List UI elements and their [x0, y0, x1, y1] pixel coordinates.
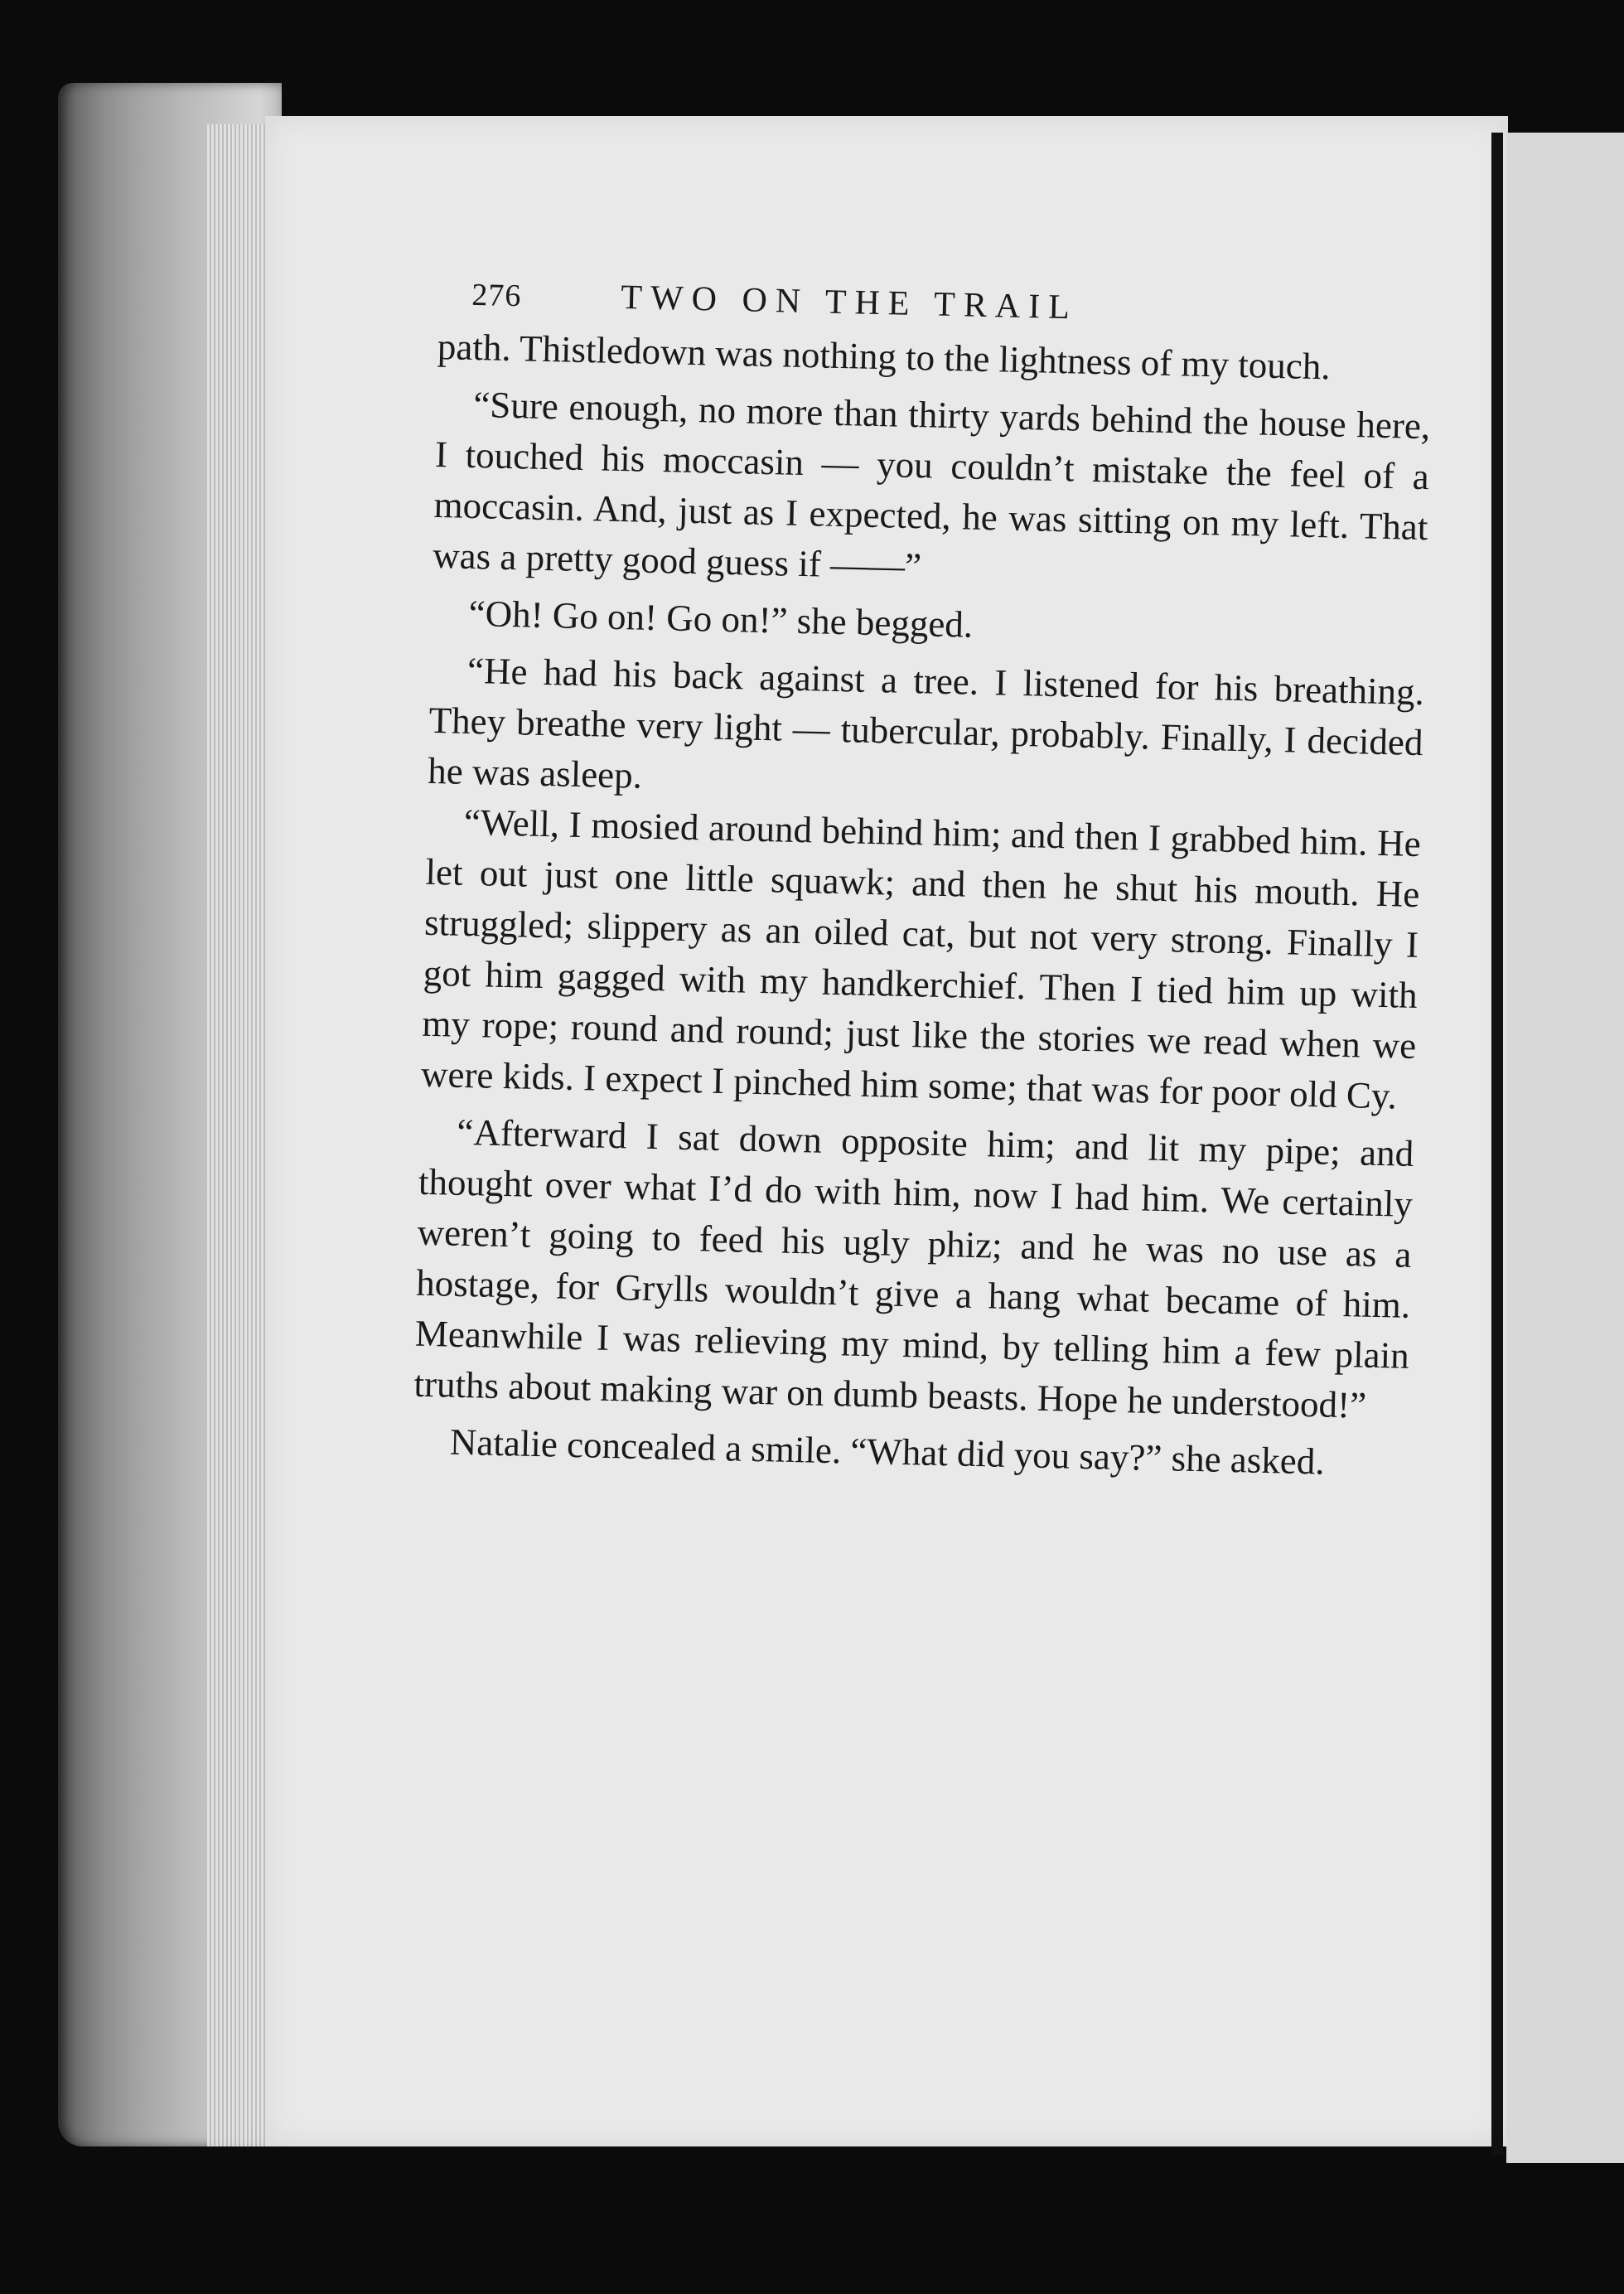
facing-page-edge [1506, 133, 1624, 2163]
page-edge-lines [207, 124, 273, 2146]
paragraph: “Afterward I sat down opposite him; and lit my pipe; and thought over what I’d do with him, now I had him. We certainly weren’t going to feed his ugly phiz; and he was no use as a hostage, for Grylls wouldn’t give a hang what became of him. Meanwhile I was relieving my mind, by telling him a few plain truths about making war on dumb beasts. Hope he understood!” [413, 1111, 1414, 1426]
paragraph: “Oh! Go on! Go on!” she begged. [468, 592, 974, 646]
paragraph: path. Thistledown was nothing to the lightness of my touch. [437, 325, 1332, 388]
paragraph: “Sure enough, no more than thirty yards behind the house here, I touched his moccasin — you couldn’t mistake the feel of a moccasin. And, just as I expected, he was sitting on my left. That was a pretty good guess if ——” [432, 383, 1431, 588]
paragraph: “He had his back against a tree. I listened for his breathing. They breathe very light — tubercular, probably. Finally, I decided he was asleep. [427, 649, 1425, 796]
paragraph: Natalie concealed a smile. “What did you say?” she asked. [449, 1420, 1326, 1483]
book-gutter [1491, 133, 1503, 2155]
running-head: TWO ON THE TRAIL [620, 278, 1079, 327]
page-number: 276 [471, 277, 522, 314]
page-text-block [412, 273, 1433, 1489]
paragraph: “Well, I mosied around behind him; and then I grabbed him. He let out just one little squawk; and then he shut his mouth. He struggled; slippery as an oiled cat, but not very strong. Finally I got him gagged with my handkerchief. Then I tied him up with my rope; round and round; just like the stories we read when we were kids. I expect I pinched him some; that was for poor old Cy. [420, 801, 1422, 1117]
